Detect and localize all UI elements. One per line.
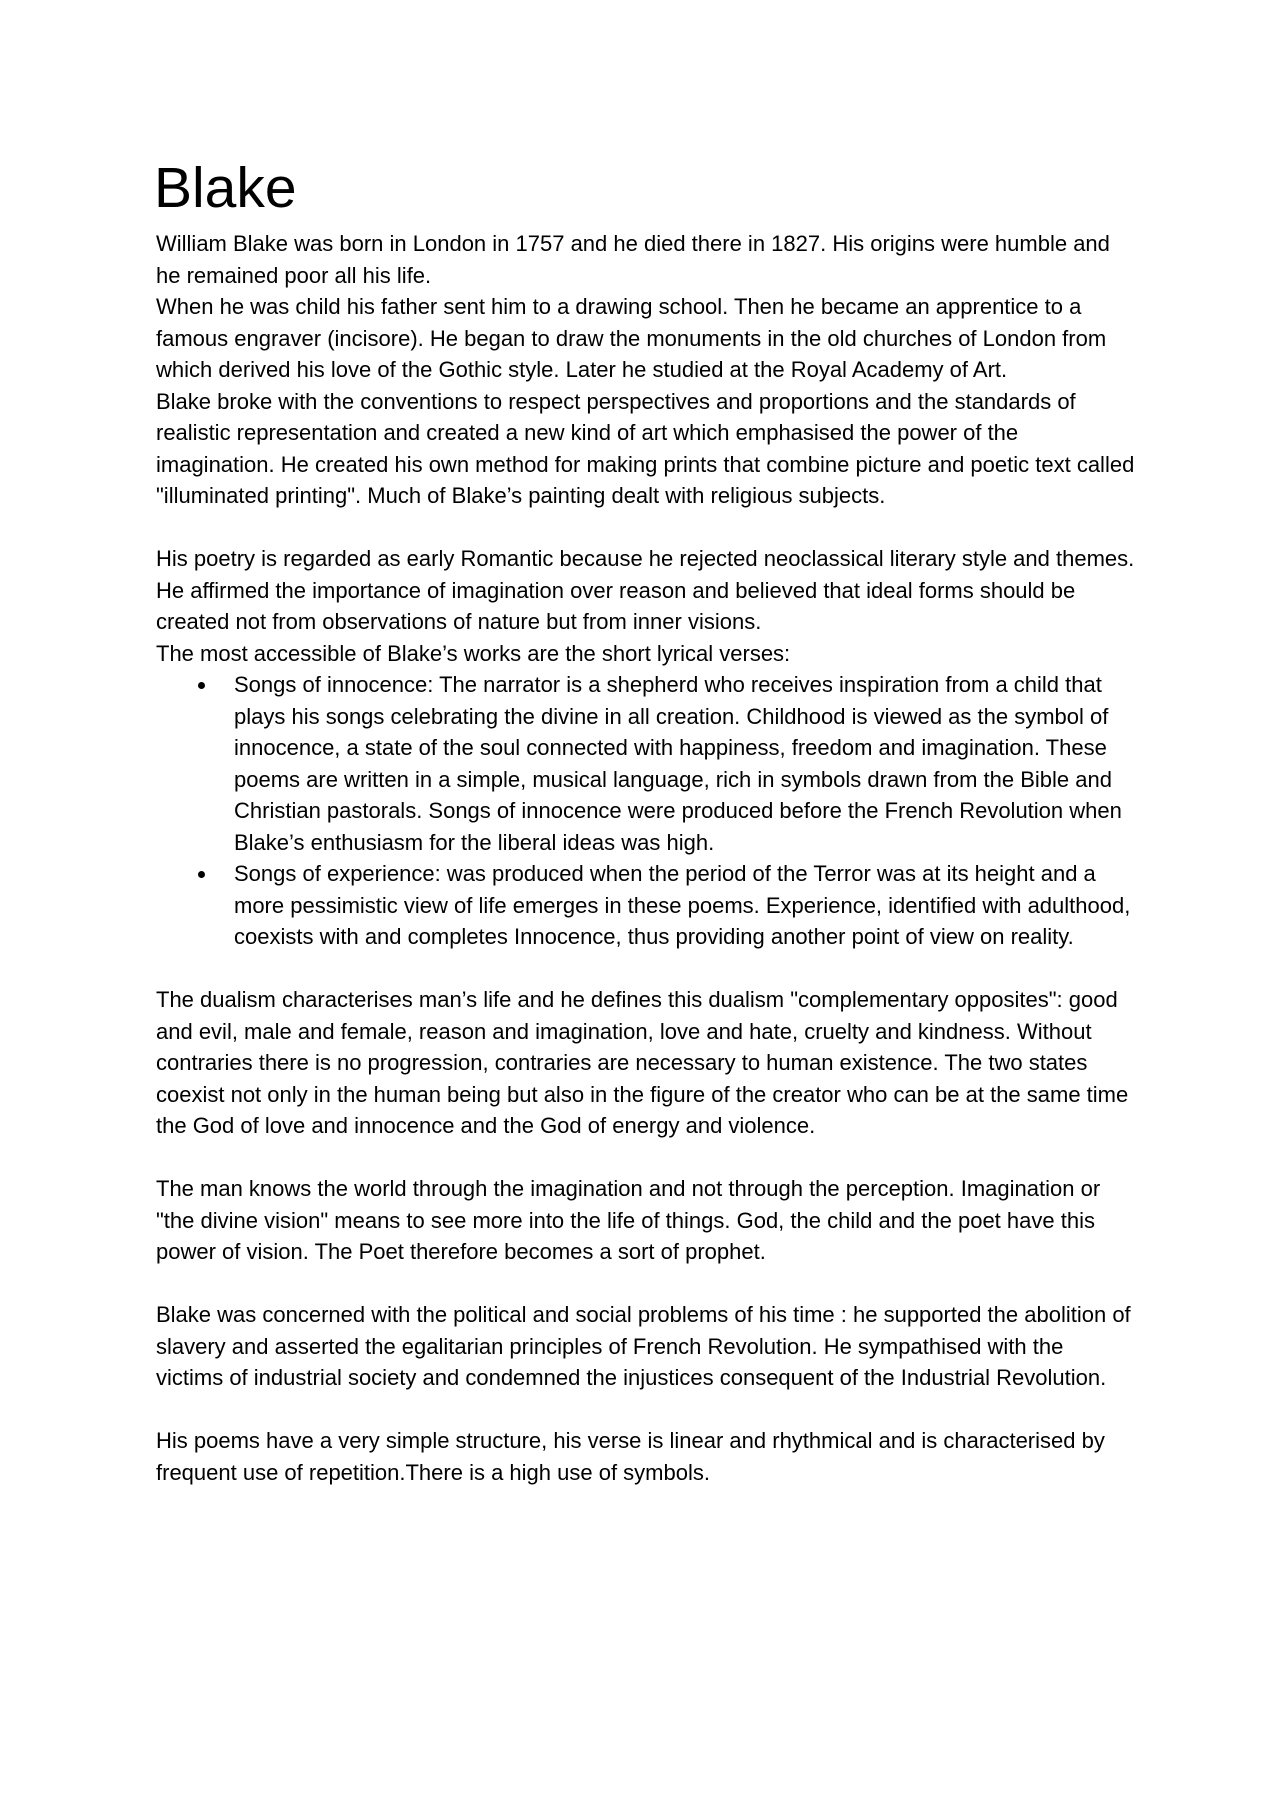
paragraph-spacer xyxy=(156,953,1136,985)
list-item-text: Songs of experience: was produced when the period of the Terror was at its height and a more pessimistic view of life emerges in these poems. Experience, identified with adulthood, coexists with and completes Innocence, thus providing another point of view on reality. xyxy=(234,861,1131,949)
list-item-songs-of-innocence xyxy=(156,669,1136,858)
paragraph-works-intro: The most accessible of Blake’s works are the short lyrical verses: xyxy=(156,640,791,666)
bullet-icon xyxy=(198,871,205,878)
paragraph-birth: William Blake was born in London in 1757 and he died there in 1827. His origins were humble and he remained poor all his life. xyxy=(156,231,1110,288)
bullet-icon xyxy=(198,682,205,689)
paragraph-spacer xyxy=(156,1394,1136,1426)
paragraph-spacer xyxy=(156,512,1136,544)
works-list xyxy=(156,669,1136,953)
paragraph-dualism: The dualism characterises man’s life and he defines this dualism "complementary opposites": good and evil, male and female, reason and imagination, love and hate, cruelty and kindness. Without contraries there is no progression, contraries are necessary to human existence. The two states coexist not only in the human being but also in the figure of the creator who can be at the same time the God of love and innocence and the God of energy and violence. xyxy=(156,987,1129,1138)
paragraph-politics: Blake was concerned with the political and social problems of his time : he supported the abolition of slavery and asserted the egalitarian principles of French Revolution. He sympathised with the victims of industrial society and condemned the injustices consequent of the Industrial Revolution. xyxy=(156,1302,1131,1390)
list-item-text: Songs of innocence: The narrator is a shepherd who receives inspiration from a child that plays his songs celebrating the divine in all creation. Childhood is viewed as the symbol of innocence, a state of the soul connected with happiness, freedom and imagination. These poems are written in a simple, musical language, rich in symbols drawn from the Bible and Christian pastorals. Songs of innocence were produced before the French Revolution when Blake’s enthusiasm for the liberal ideas was high. xyxy=(234,672,1122,855)
paragraph-structure: His poems have a very simple structure, his verse is linear and rhythmical and is characterised by frequent use of repetition.There is a high use of symbols. xyxy=(156,1428,1105,1485)
list-item-songs-of-experience xyxy=(156,858,1136,953)
document-title: Blake xyxy=(154,156,297,220)
paragraph-imagination: The man knows the world through the imagination and not through the perception. Imagination or "the divine vision" means to see more into the life of things. God, the child and the poet have this power of vision. The Poet therefore becomes a sort of prophet. xyxy=(156,1176,1101,1264)
paragraph-art: Blake broke with the conventions to respect perspectives and proportions and the standards of realistic representation and created a new kind of art which emphasised the power of the imagination. He created his own method for making prints that combine picture and poetic text called "illuminated printing". Much of Blake’s painting dealt with religious subjects. xyxy=(156,388,1135,508)
paragraph-education: When he was child his father sent him to a drawing school. Then he became an apprentice to a famous engraver (incisore). He began to draw the monuments in the old churches of London from which derived his love of the Gothic style. Later he studied at the Royal Academy of Art. xyxy=(156,294,1107,382)
paragraph-spacer xyxy=(156,1142,1136,1174)
paragraph-poetry: His poetry is regarded as early Romantic because he rejected neoclassical literary style and themes. He affirmed the importance of imagination over reason and believed that ideal forms should be created not from observations of nature but from inner visions. xyxy=(156,546,1135,634)
document-body xyxy=(156,148,1136,1488)
paragraph-spacer xyxy=(156,1268,1136,1300)
